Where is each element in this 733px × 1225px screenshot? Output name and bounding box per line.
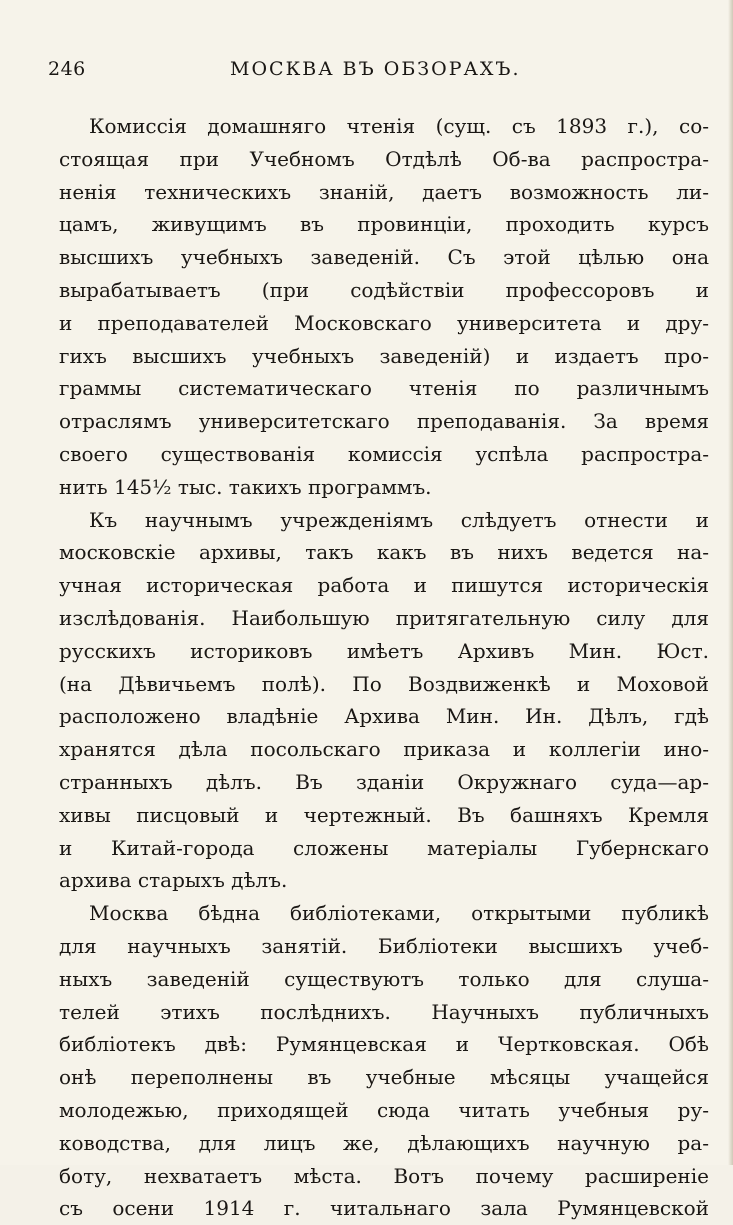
text-line: изслѣдованія. Наибольшую притягательную силу для	[59, 605, 709, 630]
text-line: боту, нехватаетъ мѣста. Вотъ почему расширеніе	[59, 1163, 709, 1188]
text-line: стоящая при Учебномъ Отдѣлѣ Об-ва распростра-	[59, 146, 709, 171]
text-line: ненія техническихъ знаній, даетъ возможность ли-	[59, 179, 709, 204]
text-line: телей этихъ послѣднихъ. Научныхъ публичныхъ	[59, 999, 709, 1024]
page-edge-shadow	[728, 0, 733, 1165]
text-line: (на Дѣвичьемъ полѣ). По Воздвиженкѣ и Моховой	[59, 671, 709, 696]
text-line: хранятся дѣла посольскаго приказа и коллегіи ино-	[59, 737, 709, 762]
text-line: русскихъ историковъ имѣетъ Архивъ Мин. Юст.	[59, 638, 709, 663]
text-line: для научныхъ занятій. Библіотеки высшихъ учеб-	[59, 933, 709, 958]
text-line: нить 145½ тыс. такихъ программъ.	[59, 474, 432, 499]
text-line: съ осени 1914 г. читальнаго зала Румянцевской	[59, 1196, 709, 1221]
text-line: расположено владѣніе Архива Мин. Ин. Дѣлъ, гдѣ	[59, 704, 709, 729]
text-line: высшихъ учебныхъ заведеній. Съ этой цѣлью она	[59, 245, 709, 270]
body-text	[59, 110, 709, 1225]
text-line: ныхъ заведеній существуютъ только для слуша-	[59, 966, 709, 991]
page-number: 246	[48, 58, 86, 80]
text-line: хивы писцовый и чертежный. Въ башняхъ Кремля	[59, 802, 709, 827]
text-line: московскіе архивы, такъ какъ въ нихъ ведется на-	[59, 540, 709, 565]
text-line: Къ научнымъ учрежденіямъ слѣдуетъ отнести и	[89, 507, 709, 532]
text-line: ководства, для лицъ же, дѣлающихъ научную ра-	[59, 1130, 709, 1155]
text-line: вырабатываетъ (при содѣйствіи профессоровъ и	[59, 277, 709, 302]
text-line: молодежью, приходящей сюда читать учебныя ру-	[59, 1097, 709, 1122]
text-line: цамъ, живущимъ въ провинціи, проходить курсъ	[59, 212, 709, 237]
page-header	[48, 58, 708, 88]
text-line: и Китай-города сложены матеріалы Губернскаго	[59, 835, 709, 860]
text-line: граммы систематическаго чтенія по различнымъ	[59, 376, 709, 401]
text-line: и преподавателей Московскаго университета и дру-	[59, 310, 709, 335]
text-line: странныхъ дѣлъ. Въ зданіи Окружнаго суда—ар-	[59, 769, 709, 794]
text-line: учная историческая работа и пишутся историческія	[59, 573, 709, 598]
text-line: Москва бѣдна библіотеками, открытыми публикѣ	[89, 901, 709, 926]
text-line: своего существованія комиссія успѣла распростра-	[59, 441, 709, 466]
text-line: онѣ переполнены въ учебные мѣсяцы учащейся	[59, 1065, 709, 1090]
text-line: библіотекъ двѣ: Румянцевская и Чертковская. Обѣ	[59, 1032, 709, 1057]
running-title: МОСКВА ВЪ ОБЗОРАХЪ.	[230, 58, 521, 80]
text-line: архива старыхъ дѣлъ.	[59, 868, 288, 893]
text-line: отраслямъ университетскаго преподаванія. За время	[59, 409, 709, 434]
text-line: гихъ высшихъ учебныхъ заведеній) и издаетъ про-	[59, 343, 709, 368]
text-line: Комиссія домашняго чтенія (сущ. съ 1893 г.), со-	[89, 114, 709, 138]
